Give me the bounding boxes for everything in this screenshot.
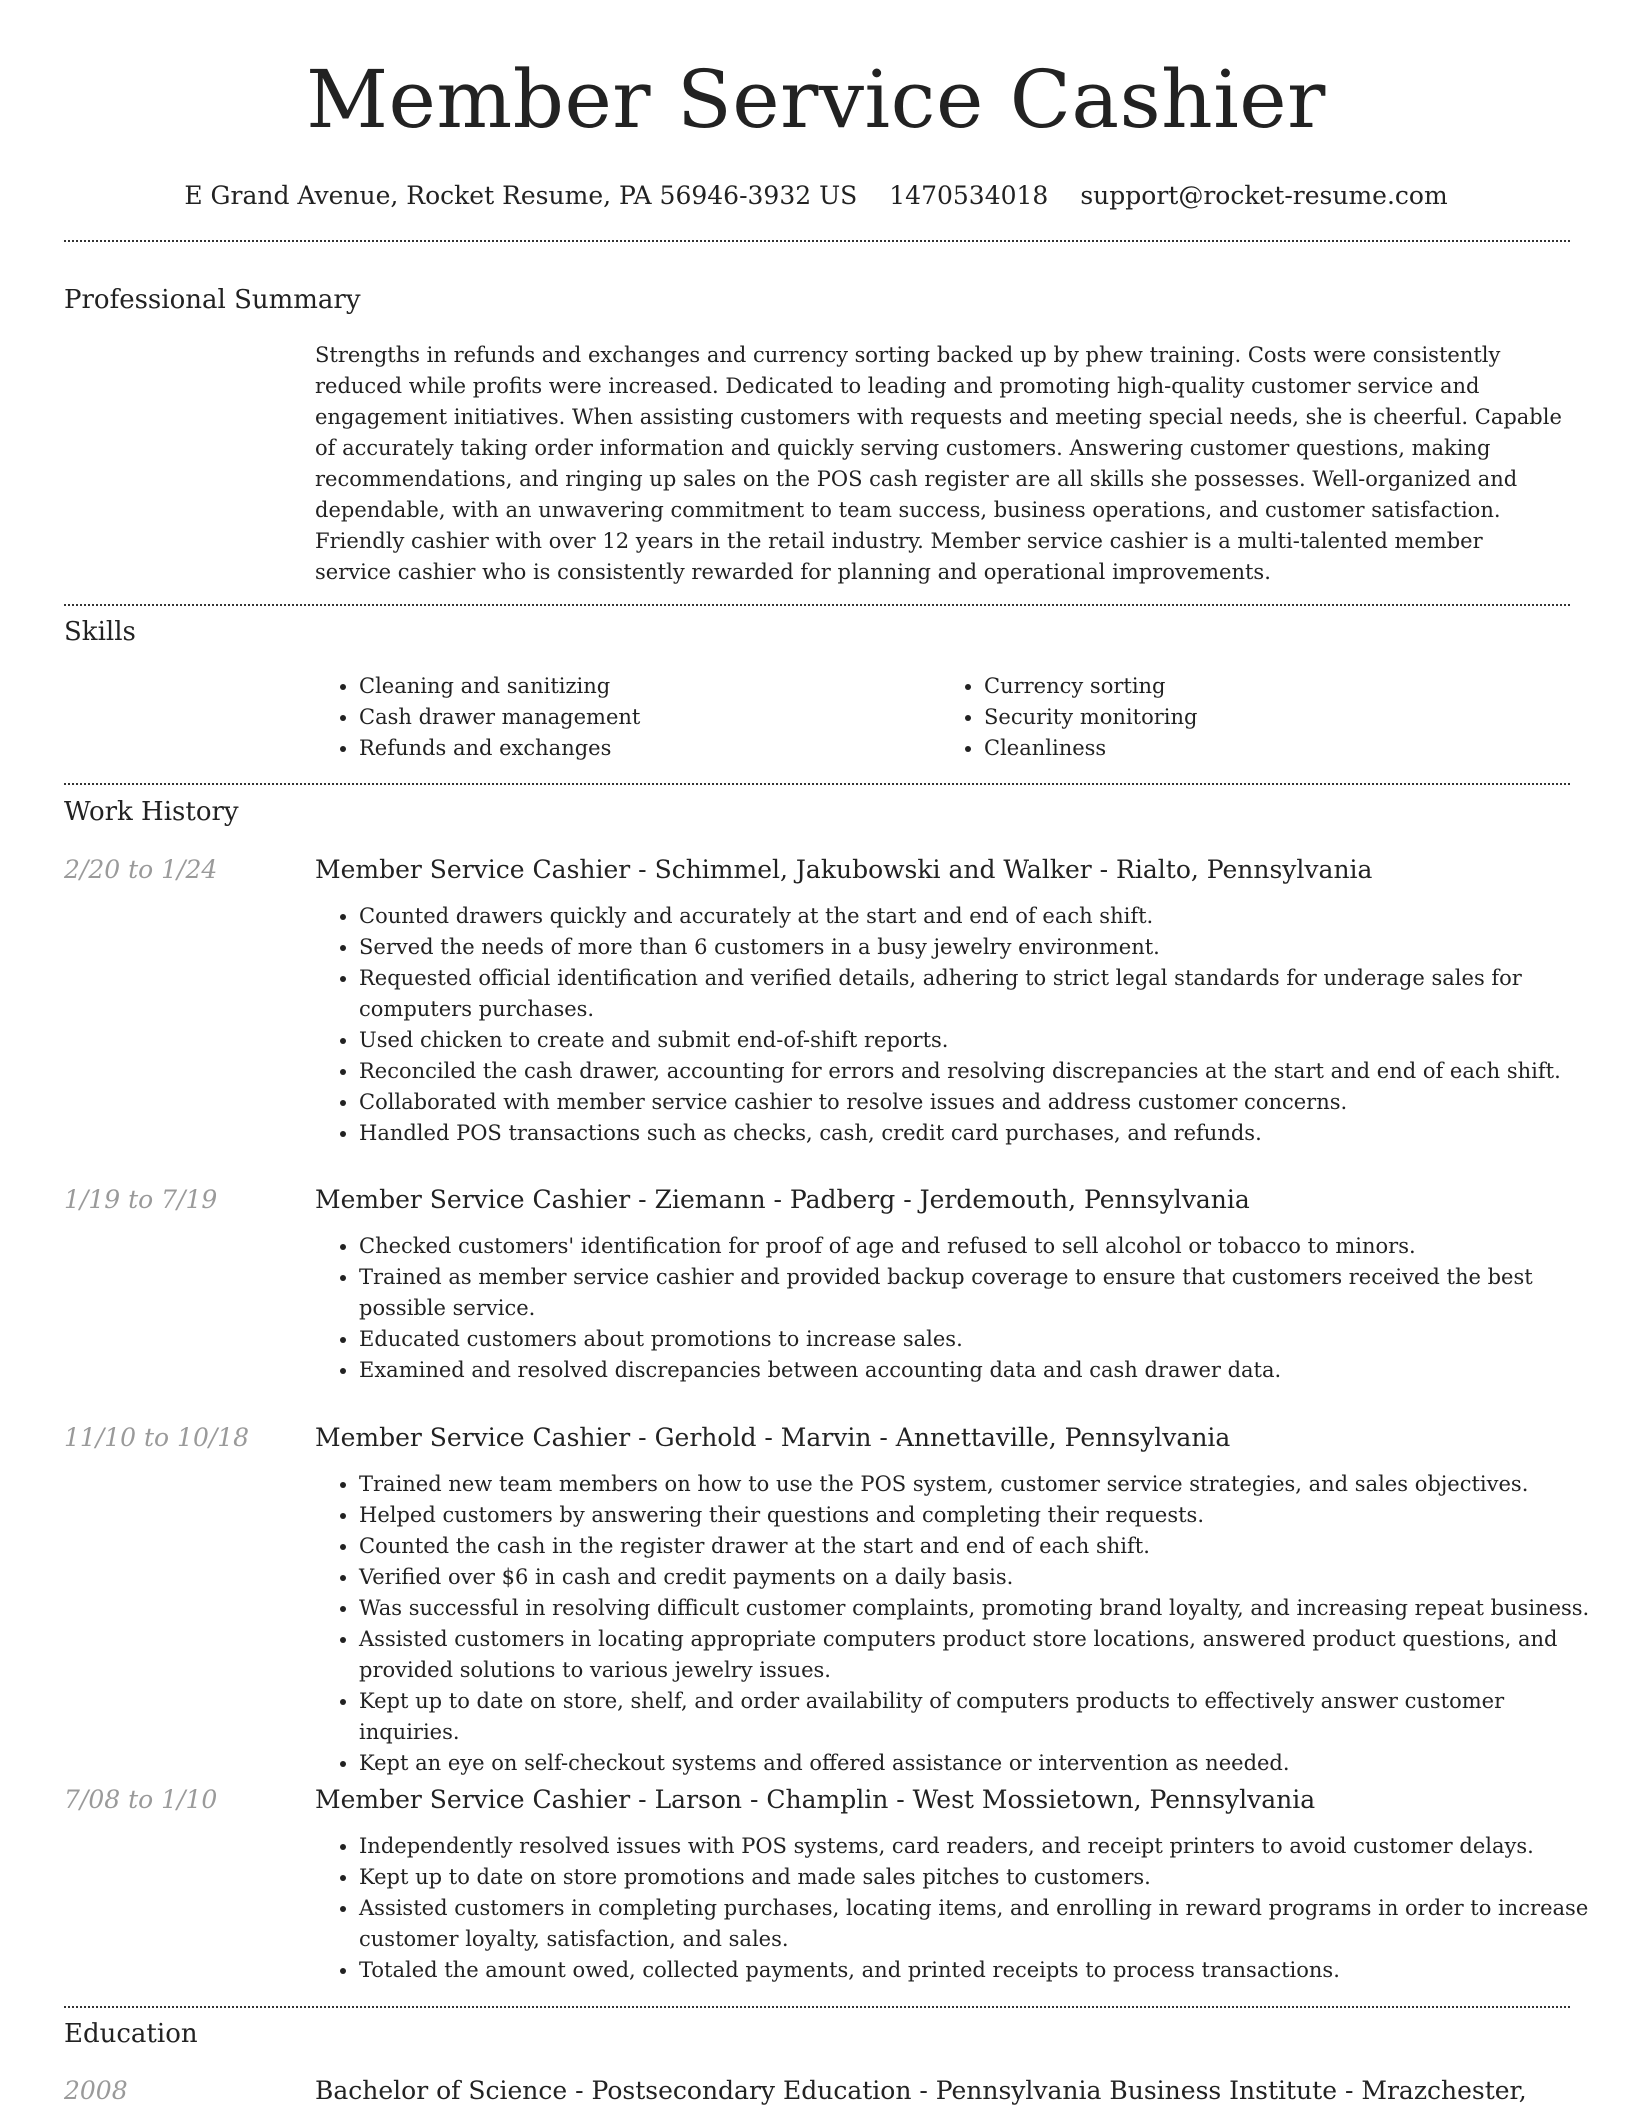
divider bbox=[64, 604, 1570, 606]
skill-item: • Cash drawer management bbox=[359, 702, 940, 733]
job-bullet: • Verified over $6 in cash and credit payments on a daily basis. bbox=[359, 1562, 1609, 1593]
job-bullet: • Counted the cash in the register drawer at the start and end of each shift. bbox=[359, 1531, 1609, 1562]
job-date: 2/20 to 1/24 bbox=[64, 855, 218, 884]
section-title-work: Work History bbox=[64, 797, 239, 827]
job-bullet: • Used chicken to create and submit end-of-shift reports. bbox=[359, 1025, 1609, 1056]
divider bbox=[64, 783, 1570, 785]
job-title: Member Service Cashier - Gerhold - Marvin - Annettaville, Pennsylvania bbox=[315, 1423, 1231, 1452]
skills-list-right bbox=[940, 671, 1565, 764]
job-title: Member Service Cashier - Schimmel, Jakubowski and Walker - Rialto, Pennsylvania bbox=[315, 855, 1373, 884]
job-bullet: • Collaborated with member service cashier to resolve issues and address customer concerns. bbox=[359, 1087, 1609, 1118]
skills-block bbox=[315, 671, 1565, 764]
skill-item: • Security monitoring bbox=[984, 702, 1565, 733]
candidate-name: Member Service Cashier bbox=[306, 53, 1326, 146]
summary-block bbox=[315, 340, 1565, 588]
section-title-skills: Skills bbox=[64, 617, 136, 647]
job-bullet: • Requested official identification and verified details, adhering to strict legal standards for underage sales for computers purchases. bbox=[359, 963, 1609, 1025]
contact-line bbox=[0, 180, 1632, 212]
job-date: 7/08 to 1/10 bbox=[64, 1785, 218, 1814]
job-bullet: • Helped customers by answering their questions and completing their requests. bbox=[359, 1500, 1609, 1531]
job-bullet: • Handled POS transactions such as checks, cash, credit card purchases, and refunds. bbox=[359, 1118, 1609, 1149]
skill-item: • Cleaning and sanitizing bbox=[359, 671, 940, 702]
education-title: Bachelor of Science - Postsecondary Education - Pennsylvania Business Institute - Mrazchester, bbox=[315, 2076, 1527, 2105]
job-bullet: • Served the needs of more than 6 customers in a busy jewelry environment. bbox=[359, 932, 1609, 963]
job-bullet: • Educated customers about promotions to increase sales. bbox=[359, 1324, 1609, 1355]
job-bullet: • Totaled the amount owed, collected payments, and printed receipts to process transactions. bbox=[359, 1955, 1609, 1986]
job-bullets bbox=[315, 1469, 1609, 1779]
job-bullets bbox=[315, 1231, 1609, 1386]
skill-item: • Currency sorting bbox=[984, 671, 1565, 702]
divider bbox=[64, 240, 1570, 242]
job-bullet: • Reconciled the cash drawer, accounting for errors and resolving discrepancies at the start and end of each shift. bbox=[359, 1056, 1609, 1087]
job-bullet: • Kept up to date on store promotions and made sales pitches to customers. bbox=[359, 1862, 1609, 1893]
job-bullet: • Independently resolved issues with POS systems, card readers, and receipt printers to avoid customer delays. bbox=[359, 1831, 1609, 1862]
section-title-education: Education bbox=[64, 2019, 198, 2049]
job-title: Member Service Cashier - Ziemann - Padberg - Jerdemouth, Pennsylvania bbox=[315, 1185, 1250, 1214]
contact-address: E Grand Avenue, Rocket Resume, PA 56946-3932 US bbox=[184, 181, 858, 210]
divider bbox=[64, 2006, 1570, 2008]
job-bullet: • Checked customers' identification for proof of age and refused to sell alcohol or tobacco to minors. bbox=[359, 1231, 1609, 1262]
job-date: 1/19 to 7/19 bbox=[64, 1185, 218, 1214]
job-bullet: • Was successful in resolving difficult customer complaints, promoting brand loyalty, and increasing repeat business. bbox=[359, 1593, 1609, 1624]
job-bullet: • Kept an eye on self-checkout systems and offered assistance or intervention as needed. bbox=[359, 1748, 1609, 1779]
job-bullet: • Trained new team members on how to use the POS system, customer service strategies, and sales objectives. bbox=[359, 1469, 1609, 1500]
job-bullets bbox=[315, 1831, 1609, 1986]
job-bullet: • Assisted customers in completing purchases, locating items, and enrolling in reward programs in order to increase customer loyalty, satisfaction, and sales. bbox=[359, 1893, 1609, 1955]
job-bullet: • Examined and resolved discrepancies between accounting data and cash drawer data. bbox=[359, 1355, 1609, 1386]
contact-email[interactable]: support@rocket-resume.com bbox=[1080, 181, 1448, 210]
job-bullet: • Assisted customers in locating appropriate computers product store locations, answered product questions, and provided solutions to various jewelry issues. bbox=[359, 1624, 1609, 1686]
job-bullet: • Kept up to date on store, shelf, and order availability of computers products to effectively answer customer inquiries. bbox=[359, 1686, 1609, 1748]
job-bullet: • Counted drawers quickly and accurately at the start and end of each shift. bbox=[359, 901, 1609, 932]
job-bullet: • Trained as member service cashier and provided backup coverage to ensure that customers received the best possible service. bbox=[359, 1262, 1609, 1324]
skills-list-left bbox=[315, 671, 940, 764]
job-date: 11/10 to 10/18 bbox=[64, 1423, 250, 1452]
contact-phone: 1470534018 bbox=[889, 181, 1049, 210]
job-title: Member Service Cashier - Larson - Champlin - West Mossietown, Pennsylvania bbox=[315, 1785, 1316, 1814]
skill-item: • Refunds and exchanges bbox=[359, 733, 940, 764]
skill-item: • Cleanliness bbox=[984, 733, 1565, 764]
education-date: 2008 bbox=[64, 2076, 128, 2105]
section-title-summary: Professional Summary bbox=[64, 285, 361, 315]
job-bullets bbox=[315, 901, 1609, 1149]
summary-text: Strengths in refunds and exchanges and currency sorting backed up by phew training. Costs were consistently reduced while profits were increased. Dedicated to leading and promoting high-quality customer service and engagement initiatives. When assisting customers with requests and meeting special needs, she is cheerful. Capable of accurately taking order information and quickly serving customers. Answering customer questions, making recommendations, and ringing up sales on the POS cash register are all skills she possesses. Well-organized and dependable, with an unwavering commitment to team success, business operations, and customer satisfaction. Friendly cashier with over 12 years in the retail industry. Member service cashier is a multi-talented member service cashier who is consistently rewarded for planning and operational improvements. bbox=[315, 343, 1562, 584]
